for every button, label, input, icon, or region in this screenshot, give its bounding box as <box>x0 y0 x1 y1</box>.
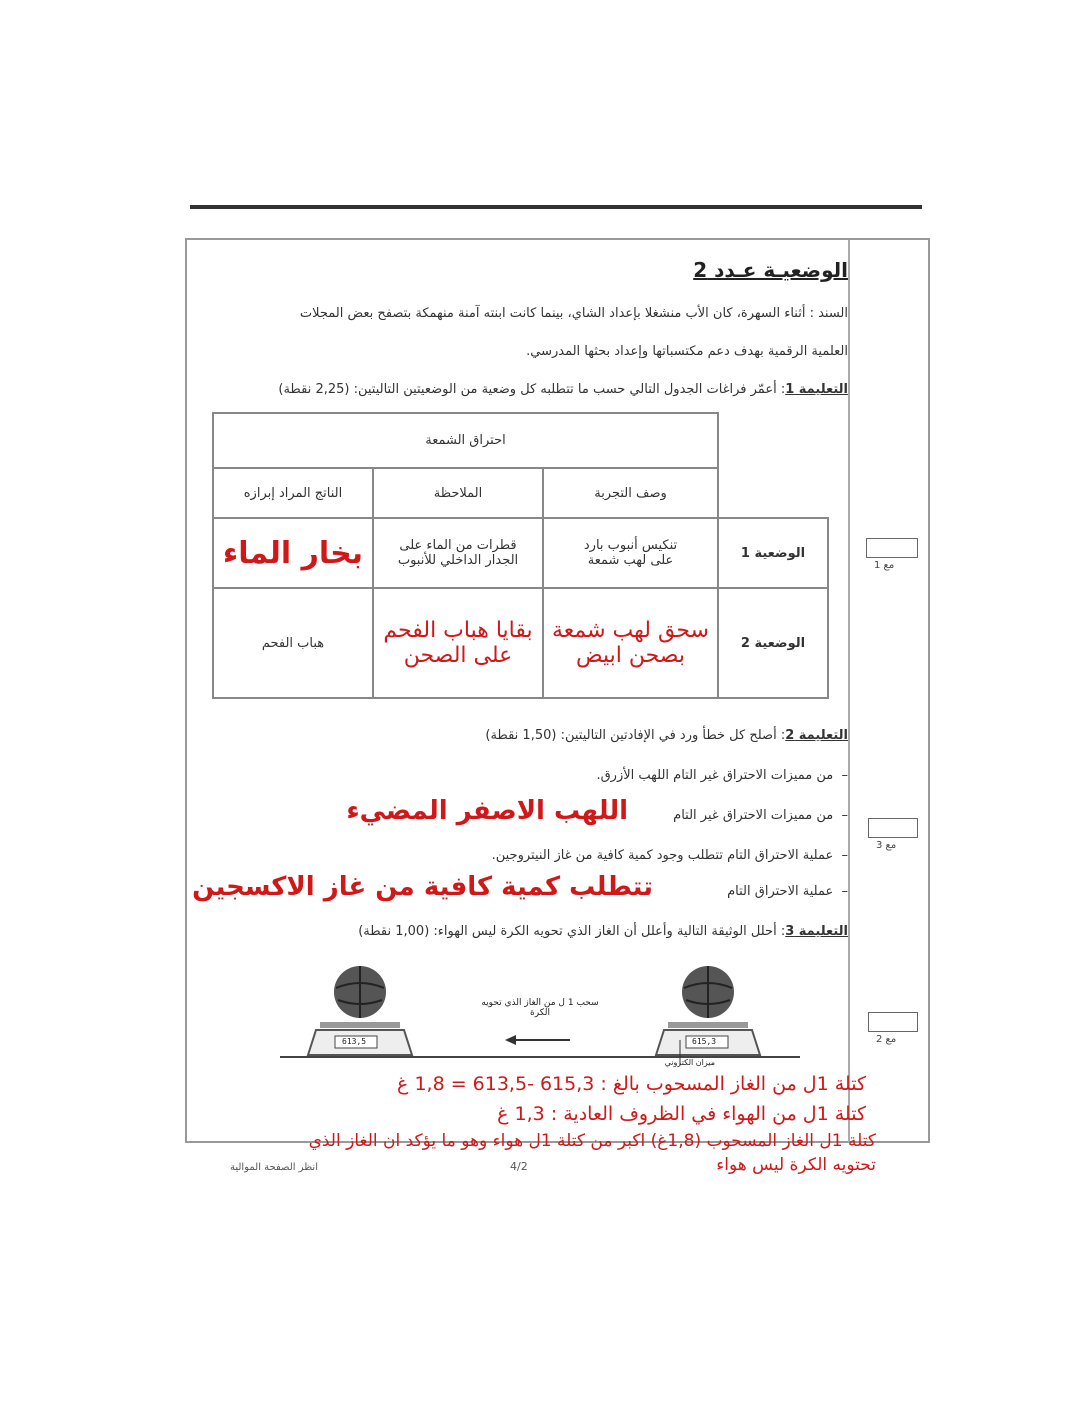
correction-1-text: اللهب الاصفر المضيء <box>346 796 628 826</box>
scale-figure <box>280 960 800 1070</box>
statement-1: – من مميزات الاحتراق غير التام اللهب الأزرق. <box>596 768 848 783</box>
arrow-caption-line-2: الكرة <box>530 1008 550 1018</box>
instruction-3-text: : أحلل الوثيقة التالية وأعلل أن الغاز الذي تحويه الكرة ليس الهواء: (1,00 نقطة) <box>358 924 786 939</box>
grade-box-1 <box>866 538 918 558</box>
correction-1 <box>346 796 628 826</box>
row-1-product-answer: بخار الماء <box>222 535 364 571</box>
top-rule <box>190 205 922 209</box>
statement-3: – عملية الاحتراق التام تتطلب وجود كمية كافية من غاز النيتروجين. <box>491 848 848 863</box>
table-corner <box>718 413 828 468</box>
row-2-product: هباب الفحم <box>213 588 373 698</box>
statement-2: – من مميزات الاحتراق غير التام <box>673 808 848 823</box>
intro-line-1: السند : أثناء السهرة، كان الأب منشغلا بإعداد الشاي، بينما كانت ابنته آمنة منهمكة بتصفح بعض المجلات <box>299 306 848 321</box>
scale-caption: ميزان الكتروني <box>664 1058 715 1067</box>
intro-line-2: العلمية الرقمية بهدف دعم مكتسباتها وإعداد بحثها المدرسي. <box>526 344 848 359</box>
instruction-1-text: : أعمّر فراغات الجدول التالي حسب ما تتطلبه كل وضعية من الوضعيتين التاليتين: (2,25 نقطة) <box>278 382 786 397</box>
candle-table <box>212 412 829 699</box>
row-1-observation-line-2: الجدار الداخلي للأنبوب <box>397 553 519 568</box>
header-product: الناتج المراد إبرازه <box>213 468 373 518</box>
arrow-caption-line-1: سحب 1 ل من الغاز الذي تحويه <box>481 998 599 1008</box>
arrow-caption <box>460 998 620 1018</box>
table-row <box>213 588 828 698</box>
row-2-experiment <box>543 588 718 698</box>
row-2-experiment-answer-2: بصحن ابيض <box>576 643 685 668</box>
answer-line-4-text: تحتويه الكرة ليس هواء <box>716 1155 876 1175</box>
row-1-experiment-line-1: تنكيس أنبوب بارد <box>583 538 678 553</box>
left-scale-reading: 613,5 <box>342 1037 367 1046</box>
statement-2-text: من مميزات الاحتراق غير التام <box>673 808 834 823</box>
row-2-observation <box>373 588 543 698</box>
correction-2 <box>192 872 653 902</box>
header-experiment: وصف التجربة <box>543 468 718 518</box>
row-1-product <box>213 518 373 588</box>
grade-label-2: مع 2 <box>876 1034 897 1045</box>
right-scale-reading: 615,3 <box>692 1037 717 1046</box>
table-corner-2 <box>718 468 828 518</box>
row-1-experiment <box>543 518 718 588</box>
grade-box-2 <box>868 1012 918 1032</box>
answer-line-1-text: كتلة 1ل من الغاز المسحوب بالغ : 615,3 -613,5 = 1,8 غ <box>397 1073 866 1095</box>
row-1-experiment-line-2: على لهب شمعة <box>587 553 674 568</box>
row-1-observation-line-1: قطرات من الماء على <box>399 538 517 553</box>
answer-line-3-text: كتلة 1ل الغاز المسحوب (1,8غ) اكبر من كتلة 1ل هواء وهو ما يؤكد ان الغاز الذي <box>308 1131 876 1151</box>
instruction-3 <box>358 924 848 939</box>
grade-label-1: مع 1 <box>874 560 895 571</box>
instruction-1 <box>278 382 848 397</box>
grade-label-3: مع 3 <box>876 840 897 851</box>
answer-line-4 <box>716 1155 876 1175</box>
instruction-2 <box>485 728 848 743</box>
grading-margin-line <box>848 240 850 1142</box>
answer-line-3 <box>309 1131 876 1151</box>
instruction-1-label: التعليمة 1 <box>785 382 848 397</box>
instruction-3-label: التعليمة 3 <box>785 924 848 939</box>
footer-note: انظر الصفحة الموالية <box>230 1162 318 1173</box>
answer-line-2 <box>497 1103 866 1125</box>
answer-line-2-text: كتلة 1ل من الهواء في الظروف العادية : 1,3 غ <box>497 1103 866 1125</box>
row-1-observation <box>373 518 543 588</box>
grade-box-3 <box>868 818 918 838</box>
row-2-label: الوضعية 2 <box>718 588 828 698</box>
row-2-experiment-answer-1: سحق لهب شمعة <box>552 618 709 643</box>
page-number: 4/2 <box>510 1160 528 1173</box>
answer-line-1 <box>397 1073 866 1095</box>
row-2-observation-answer-1: بقايا هباب الفحم <box>383 618 533 643</box>
statement-4-text: عملية الاحتراق التام <box>727 884 834 899</box>
correction-2-text: تتطلب كمية كافية من غاز الاكسجين <box>192 872 653 902</box>
table-title: احتراق الشمعة <box>213 413 718 468</box>
situation-title: الوضعيـة عـدد 2 <box>693 258 848 282</box>
statement-4: – عملية الاحتراق التام <box>727 884 848 899</box>
row-2-observation-answer-2: على الصحن <box>403 643 513 668</box>
table-row <box>213 518 828 588</box>
instruction-2-text: : أصلح كل خطأ ورد في الإفادتين التاليتين: (1,50 نقطة) <box>485 728 786 743</box>
statement-1-text: من مميزات الاحتراق غير التام اللهب الأزرق. <box>596 768 834 783</box>
statement-3-text: عملية الاحتراق التام تتطلب وجود كمية كافية من غاز النيتروجين. <box>491 848 834 863</box>
instruction-2-label: التعليمة 2 <box>785 728 848 743</box>
header-observation: الملاحظة <box>373 468 543 518</box>
row-1-label: الوضعية 1 <box>718 518 828 588</box>
